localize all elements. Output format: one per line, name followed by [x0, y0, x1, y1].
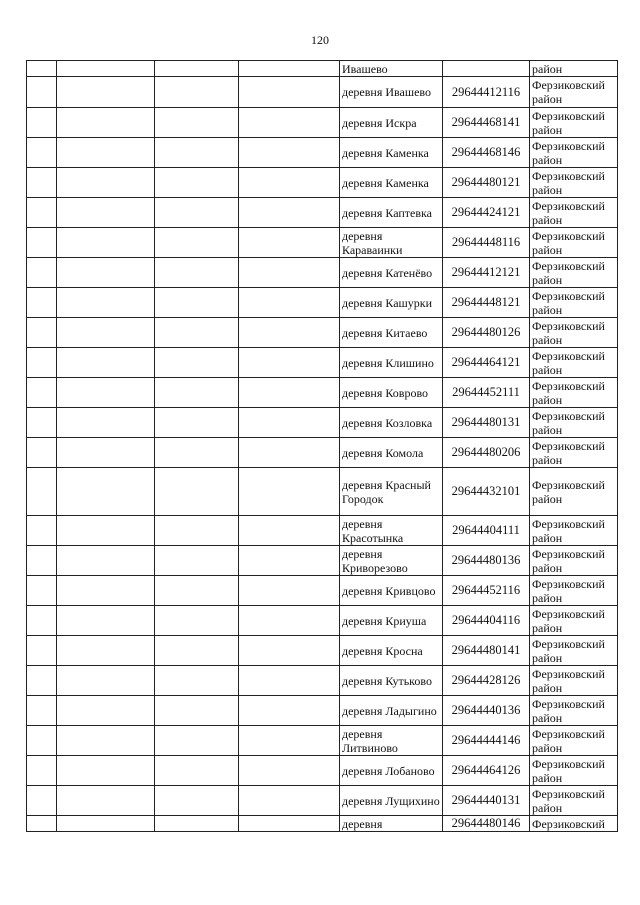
table-row	[27, 636, 618, 666]
empty-cell	[27, 61, 57, 77]
district-cell: Ферзиковский район	[530, 696, 618, 726]
settlement-name-cell: деревня Комола	[340, 438, 443, 468]
settlement-name-cell: деревня Криуша	[340, 606, 443, 636]
table-row	[27, 726, 618, 756]
empty-cell	[239, 606, 340, 636]
empty-cell	[155, 546, 239, 576]
empty-cell	[57, 198, 155, 228]
empty-cell	[57, 168, 155, 198]
settlement-name-cell: деревня Каптевка	[340, 198, 443, 228]
empty-cell	[155, 198, 239, 228]
empty-cell	[57, 378, 155, 408]
empty-cell	[57, 516, 155, 546]
oktmo-code-cell: 29644428126	[443, 666, 530, 696]
settlement-name-cell: деревня Козловка	[340, 408, 443, 438]
empty-cell	[239, 468, 340, 516]
empty-cell	[27, 468, 57, 516]
empty-cell	[155, 288, 239, 318]
empty-cell	[239, 228, 340, 258]
district-cell: Ферзиковский район	[530, 77, 618, 108]
empty-cell	[57, 348, 155, 378]
empty-cell	[155, 636, 239, 666]
district-cell: Ферзиковский район	[530, 138, 618, 168]
empty-cell	[239, 318, 340, 348]
district-cell: Ферзиковский район	[530, 198, 618, 228]
empty-cell	[27, 786, 57, 816]
district-cell: Ферзиковский район	[530, 666, 618, 696]
empty-cell	[27, 348, 57, 378]
empty-cell	[155, 576, 239, 606]
empty-cell	[239, 138, 340, 168]
empty-cell	[239, 77, 340, 108]
settlement-name-cell: деревня Кашурки	[340, 288, 443, 318]
empty-cell	[239, 816, 340, 832]
district-cell: Ферзиковский район	[530, 258, 618, 288]
settlement-name-cell: деревня Китаево	[340, 318, 443, 348]
empty-cell	[239, 438, 340, 468]
oktmo-code-cell: 29644464126	[443, 756, 530, 786]
empty-cell	[57, 318, 155, 348]
district-cell: Ферзиковский район	[530, 576, 618, 606]
district-cell: Ферзиковский район	[530, 546, 618, 576]
table-row	[27, 77, 618, 108]
empty-cell	[27, 228, 57, 258]
empty-cell	[155, 378, 239, 408]
settlement-name-cell: Ивашево	[340, 61, 443, 77]
empty-cell	[57, 666, 155, 696]
empty-cell	[27, 77, 57, 108]
empty-cell	[239, 576, 340, 606]
table-row	[27, 468, 618, 516]
table-row	[27, 816, 618, 832]
settlement-name-cell: деревня Криворезово	[340, 546, 443, 576]
table-row	[27, 318, 618, 348]
empty-cell	[27, 636, 57, 666]
empty-cell	[57, 756, 155, 786]
settlement-registry-table	[26, 60, 618, 832]
empty-cell	[155, 348, 239, 378]
table-row	[27, 168, 618, 198]
empty-cell	[27, 258, 57, 288]
settlement-name-cell: деревня Лобаново	[340, 756, 443, 786]
table-row	[27, 348, 618, 378]
oktmo-code-cell	[443, 61, 530, 77]
empty-cell	[239, 378, 340, 408]
district-cell: Ферзиковский район	[530, 726, 618, 756]
district-cell: Ферзиковский район	[530, 378, 618, 408]
empty-cell	[239, 61, 340, 77]
empty-cell	[57, 108, 155, 138]
table-row	[27, 258, 618, 288]
table-row	[27, 546, 618, 576]
table-row	[27, 696, 618, 726]
oktmo-code-cell: 29644480146	[443, 816, 530, 832]
oktmo-code-cell: 29644444146	[443, 726, 530, 756]
oktmo-code-cell: 29644440131	[443, 786, 530, 816]
table-row	[27, 786, 618, 816]
empty-cell	[57, 786, 155, 816]
empty-cell	[155, 816, 239, 832]
empty-cell	[239, 696, 340, 726]
oktmo-code-cell: 29644480141	[443, 636, 530, 666]
empty-cell	[27, 438, 57, 468]
empty-cell	[27, 726, 57, 756]
empty-cell	[155, 108, 239, 138]
settlement-name-cell: деревня Катенёво	[340, 258, 443, 288]
settlement-name-cell: деревня Кривцово	[340, 576, 443, 606]
empty-cell	[155, 468, 239, 516]
empty-cell	[155, 516, 239, 546]
empty-cell	[239, 408, 340, 438]
empty-cell	[239, 288, 340, 318]
district-cell: Ферзиковский	[530, 816, 618, 832]
table-row	[27, 378, 618, 408]
empty-cell	[27, 756, 57, 786]
settlement-name-cell: деревня Литвиново	[340, 726, 443, 756]
oktmo-code-cell: 29644452111	[443, 378, 530, 408]
oktmo-code-cell: 29644448116	[443, 228, 530, 258]
settlement-name-cell: деревня Кутьково	[340, 666, 443, 696]
empty-cell	[27, 108, 57, 138]
oktmo-code-cell: 29644468141	[443, 108, 530, 138]
district-cell: Ферзиковский район	[530, 438, 618, 468]
district-cell: Ферзиковский район	[530, 318, 618, 348]
empty-cell	[27, 516, 57, 546]
settlement-name-cell: деревня Ивашево	[340, 77, 443, 108]
empty-cell	[57, 726, 155, 756]
page-number: 120	[311, 33, 329, 47]
oktmo-code-cell: 29644404116	[443, 606, 530, 636]
empty-cell	[27, 288, 57, 318]
oktmo-code-cell: 29644412121	[443, 258, 530, 288]
empty-cell	[27, 378, 57, 408]
table-row	[27, 108, 618, 138]
empty-cell	[239, 258, 340, 288]
empty-cell	[27, 318, 57, 348]
settlement-name-cell: деревня Кросна	[340, 636, 443, 666]
empty-cell	[57, 576, 155, 606]
empty-cell	[27, 168, 57, 198]
empty-cell	[57, 408, 155, 438]
district-cell: Ферзиковский район	[530, 606, 618, 636]
empty-cell	[155, 77, 239, 108]
oktmo-code-cell: 29644464121	[443, 348, 530, 378]
settlement-name-cell: деревня Клишино	[340, 348, 443, 378]
empty-cell	[27, 666, 57, 696]
settlement-name-cell: деревня Каменка	[340, 168, 443, 198]
empty-cell	[155, 726, 239, 756]
table-row	[27, 756, 618, 786]
district-cell: Ферзиковский район	[530, 786, 618, 816]
district-cell: Ферзиковский район	[530, 228, 618, 258]
empty-cell	[27, 198, 57, 228]
oktmo-code-cell: 29644424121	[443, 198, 530, 228]
empty-cell	[27, 546, 57, 576]
empty-cell	[27, 408, 57, 438]
empty-cell	[155, 168, 239, 198]
table-row	[27, 606, 618, 636]
empty-cell	[57, 138, 155, 168]
empty-cell	[239, 198, 340, 228]
empty-cell	[57, 258, 155, 288]
empty-cell	[155, 606, 239, 636]
district-cell: Ферзиковский район	[530, 168, 618, 198]
empty-cell	[155, 318, 239, 348]
district-cell: район	[530, 61, 618, 77]
empty-cell	[27, 816, 57, 832]
empty-cell	[155, 786, 239, 816]
empty-cell	[155, 696, 239, 726]
table-row	[27, 666, 618, 696]
empty-cell	[27, 606, 57, 636]
oktmo-code-cell: 29644480121	[443, 168, 530, 198]
empty-cell	[239, 348, 340, 378]
empty-cell	[239, 546, 340, 576]
oktmo-code-cell: 29644480136	[443, 546, 530, 576]
oktmo-code-cell: 29644404111	[443, 516, 530, 546]
district-cell: Ферзиковский район	[530, 636, 618, 666]
settlement-name-cell: деревня	[340, 816, 443, 832]
district-cell: Ферзиковский район	[530, 756, 618, 786]
table-row	[27, 198, 618, 228]
settlement-name-cell: деревня Красотынка	[340, 516, 443, 546]
district-cell: Ферзиковский район	[530, 468, 618, 516]
settlement-name-cell: деревня Ладыгино	[340, 696, 443, 726]
table-row	[27, 516, 618, 546]
empty-cell	[155, 228, 239, 258]
empty-cell	[57, 816, 155, 832]
table-row	[27, 228, 618, 258]
registry-rows	[27, 61, 618, 832]
empty-cell	[239, 786, 340, 816]
empty-cell	[239, 666, 340, 696]
oktmo-code-cell: 29644412116	[443, 77, 530, 108]
empty-cell	[27, 138, 57, 168]
oktmo-code-cell: 29644480206	[443, 438, 530, 468]
settlement-name-cell: деревня Караваинки	[340, 228, 443, 258]
empty-cell	[239, 108, 340, 138]
settlement-name-cell: деревня Лущихино	[340, 786, 443, 816]
empty-cell	[57, 61, 155, 77]
empty-cell	[27, 696, 57, 726]
oktmo-code-cell: 29644452116	[443, 576, 530, 606]
empty-cell	[155, 438, 239, 468]
empty-cell	[57, 77, 155, 108]
district-cell: Ферзиковский район	[530, 408, 618, 438]
empty-cell	[57, 696, 155, 726]
empty-cell	[155, 258, 239, 288]
oktmo-code-cell: 29644480126	[443, 318, 530, 348]
empty-cell	[57, 228, 155, 258]
oktmo-code-cell: 29644432101	[443, 468, 530, 516]
table-row	[27, 438, 618, 468]
empty-cell	[57, 636, 155, 666]
settlement-name-cell: деревня Каменка	[340, 138, 443, 168]
settlement-name-cell: деревня Искра	[340, 108, 443, 138]
empty-cell	[155, 756, 239, 786]
empty-cell	[57, 438, 155, 468]
district-cell: Ферзиковский район	[530, 516, 618, 546]
district-cell: Ферзиковский район	[530, 108, 618, 138]
oktmo-code-cell: 29644468146	[443, 138, 530, 168]
empty-cell	[155, 138, 239, 168]
empty-cell	[27, 576, 57, 606]
oktmo-code-cell: 29644480131	[443, 408, 530, 438]
empty-cell	[57, 606, 155, 636]
district-cell: Ферзиковский район	[530, 288, 618, 318]
table-row	[27, 408, 618, 438]
table-row	[27, 288, 618, 318]
oktmo-code-cell: 29644448121	[443, 288, 530, 318]
empty-cell	[155, 408, 239, 438]
empty-cell	[57, 468, 155, 516]
table-row	[27, 138, 618, 168]
table-row	[27, 576, 618, 606]
oktmo-code-cell: 29644440136	[443, 696, 530, 726]
empty-cell	[57, 288, 155, 318]
district-cell: Ферзиковский район	[530, 348, 618, 378]
empty-cell	[239, 168, 340, 198]
table-row	[27, 61, 618, 77]
empty-cell	[239, 726, 340, 756]
settlement-name-cell: деревня Коврово	[340, 378, 443, 408]
empty-cell	[155, 666, 239, 696]
empty-cell	[57, 546, 155, 576]
empty-cell	[239, 516, 340, 546]
empty-cell	[239, 756, 340, 786]
empty-cell	[239, 636, 340, 666]
empty-cell	[155, 61, 239, 77]
settlement-name-cell: деревня Красный Городок	[340, 468, 443, 516]
